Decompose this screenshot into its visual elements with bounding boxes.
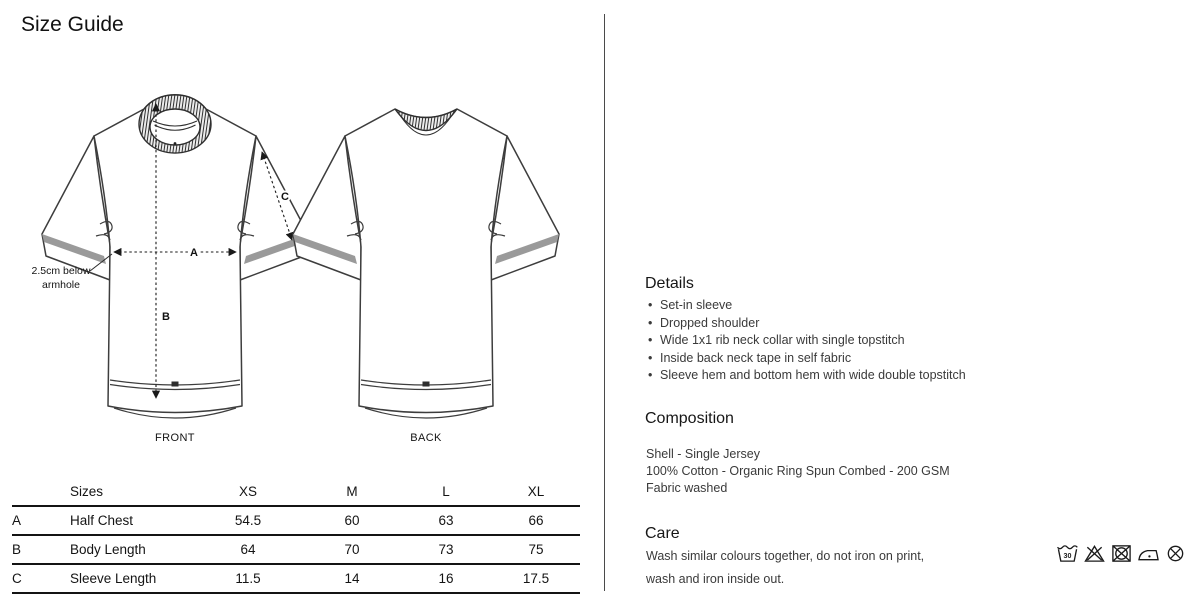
composition-text	[646, 446, 950, 497]
armhole-measure-note: 2.5cm below armhole	[31, 265, 91, 292]
tshirt-front-drawing	[30, 84, 320, 441]
cell-value: 16	[400, 564, 492, 593]
back-body	[345, 109, 507, 413]
iron-icon	[1137, 543, 1160, 564]
row-key: B	[12, 535, 70, 564]
list-item-text: Wide 1x1 rib neck collar with single topstitch	[660, 333, 905, 347]
do-not-dry-clean-icon	[1164, 543, 1187, 564]
table-row-body-length	[12, 535, 580, 564]
care-text	[646, 545, 924, 591]
care-label-mark	[423, 382, 430, 387]
cell-value: 63	[400, 506, 492, 535]
cell-value: 70	[304, 535, 400, 564]
page-title: Size Guide	[21, 13, 124, 36]
size-table-header-row	[12, 478, 580, 506]
list-item	[648, 315, 966, 333]
bullet-icon: •	[648, 298, 653, 312]
care-label-mark	[172, 382, 179, 387]
list-item-text: Dropped shoulder	[660, 315, 760, 330]
cell-value: 14	[304, 564, 400, 593]
list-item-text: Inside back neck tape in self fabric	[660, 350, 852, 365]
collar-center-notch	[174, 142, 177, 145]
row-label: Half Chest	[70, 506, 192, 535]
measure-label-b: B	[162, 311, 170, 323]
cell-value: 66	[492, 506, 580, 535]
row-key: A	[12, 506, 70, 535]
front-caption: FRONT	[155, 432, 195, 444]
composition-line: Fabric washed	[646, 481, 728, 495]
cell-value: 75	[492, 535, 580, 564]
care-icons-row	[1056, 543, 1187, 564]
measure-label-c: C	[281, 191, 289, 203]
list-item	[648, 367, 966, 385]
list-item-text: Set-in sleeve	[660, 298, 733, 312]
row-key: C	[12, 564, 70, 593]
list-item	[648, 350, 966, 368]
header-sizes: Sizes	[70, 478, 192, 506]
svg-text:30: 30	[1063, 551, 1072, 560]
details-heading: Details	[645, 275, 694, 292]
composition-line: 100% Cotton - Organic Ring Spun Combed - 200 GSM	[646, 464, 950, 478]
cell-value: 11.5	[192, 564, 304, 593]
row-label: Body Length	[70, 535, 192, 564]
care-line: Wash similar colours together, do not iron on print,	[646, 549, 925, 563]
composition-line: Shell - Single Jersey	[646, 447, 760, 461]
cell-value: 54.5	[192, 506, 304, 535]
header-size-m: M	[304, 478, 400, 506]
cell-value: 17.5	[492, 564, 580, 593]
table-row-half-chest	[12, 506, 580, 535]
cell-value: 64	[192, 535, 304, 564]
bullet-icon: •	[648, 350, 653, 365]
header-size-xs: XS	[192, 478, 304, 506]
vertical-divider	[604, 14, 605, 591]
details-list	[648, 297, 966, 385]
list-item	[648, 297, 966, 315]
table-row-sleeve-length	[12, 564, 580, 593]
list-item-text: Sleeve hem and bottom hem with wide double topstitch	[660, 368, 966, 382]
cell-value: 73	[400, 535, 492, 564]
composition-heading: Composition	[645, 410, 734, 427]
wash-30-icon	[1056, 543, 1079, 564]
do-not-bleach-icon	[1083, 543, 1106, 564]
do-not-tumble-dry-icon	[1110, 543, 1133, 564]
bullet-icon: •	[648, 333, 653, 347]
list-item	[648, 332, 966, 350]
row-label: Sleeve Length	[70, 564, 192, 593]
header-size-xl: XL	[492, 478, 580, 506]
care-line: wash and iron inside out.	[646, 571, 785, 586]
back-caption: BACK	[410, 432, 442, 444]
header-size-l: L	[400, 478, 492, 506]
tshirt-back-drawing	[281, 84, 571, 441]
cell-value: 60	[304, 506, 400, 535]
care-heading: Care	[645, 525, 680, 542]
bullet-icon: •	[648, 315, 653, 330]
measure-label-a: A	[190, 247, 198, 259]
bullet-icon: •	[648, 368, 653, 382]
size-table	[12, 478, 580, 594]
